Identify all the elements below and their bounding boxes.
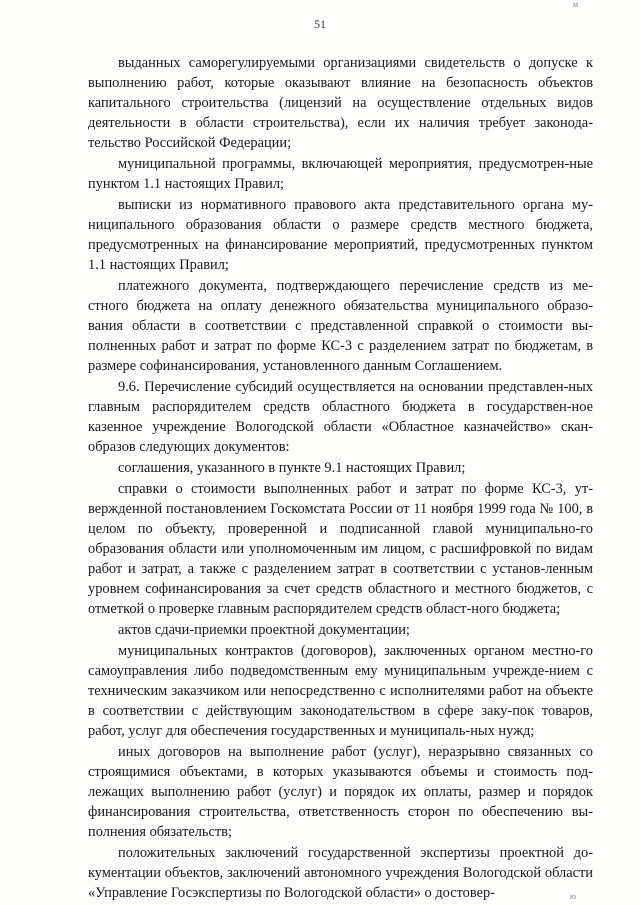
paragraph-agreement: соглашения, указанного в пункте 9.1 настоящих Правил;	[118, 460, 466, 476]
document-body	[88, 53, 593, 904]
paragraph-permits: выданных саморегулируемыми организациями свидетельств о допуске к выполнению работ, которые оказывают влияние на безопасность объектов капитального строительства (лицензий на осуществление отдельных видов деятельности в области строительства), если их наличия требует законода-тельство Российской Федерации;	[88, 55, 593, 151]
scan-mark-bottom: ю	[570, 892, 576, 901]
paragraph-payment-document: платежного документа, подтверждающего перечисление средств из ме-стного бюджета на оплату денежного обязательства муниципального образо-вания области в соответствии с представленной справкой о стоимости вы-полненных работ и затрат по форме КС-3 с разделением затрат по бюджетам, в размере софинансирования, установленного данным Соглашением.	[88, 278, 593, 374]
paragraph-other-contracts: иных договоров на выполнение работ (услуг), неразрывно связанных со строящимися объектами, в которых указываются объемы и стоимость под-лежащих выполнению работ (услуг) и порядок их оплаты, размер и порядок финансирования строительства, ответственность сторон по обеспечению вы-полнения обязательств;	[88, 744, 593, 840]
paragraph-budget-extract: выписки из нормативного правового акта представительного органа му-ниципального образования области о размере средств местного бюджета, предусмотренных на финансирование мероприятий, предусмотренных пунктом 1.1 настоящих Правил;	[88, 197, 593, 273]
paragraph-ks3-certificate: справки о стоимости выполненных работ и затрат по форме КС-3, ут-вержденной постановлением Госкомстата России от 11 ноября 1999 года № 100, в целом по объекту, проверенной и подписанной главой муниципально-го образования области или уполномоченным им лицом, с расшифровкой по видам работ и затрат, а также с разделением затрат в соответствии с установ-ленным уровнем софинансирования за счет средств областного и местного бюджетов, с отметкой о проверке главным распорядителем средств област-ного бюджета;	[88, 481, 593, 617]
paragraph-section-9-6: 9.6. Перечисление субсидий осуществляется на основании представлен-ных главным распорядителем средств областного бюджета в государствен-ное казенное учреждение Вологодской области «Областное казначейство» скан-образов следующих документов:	[88, 379, 593, 455]
page-number: 51	[314, 17, 326, 31]
scan-mark-top: м	[572, 0, 578, 9]
paragraph-acceptance-acts: актов сдачи-приемки проектной документации;	[118, 622, 410, 638]
paragraph-municipal-contracts: муниципальных контрактов (договоров), заключенных органом местно-го самоуправления либо подведомственным ему муниципальным учрежде-нием с техническим заказчиком или непосредственно с исполнителями работ на объекте в соответствии с действующим законодательством в сфере заку-пок товаров, работ, услуг для обеспечения государственных и муниципаль-ных нужд;	[88, 643, 593, 739]
paragraph-expert-conclusions: положительных заключений государственной экспертизы проектной до-кументации объектов, заключений автономного учреждения Вологодской области «Управление Госэкспертизы по Вологодской области» о достовер-	[88, 845, 593, 901]
paragraph-municipal-program: муниципальной программы, включающей мероприятия, предусмотрен-ные пунктом 1.1 настоящих Правил;	[88, 156, 593, 192]
